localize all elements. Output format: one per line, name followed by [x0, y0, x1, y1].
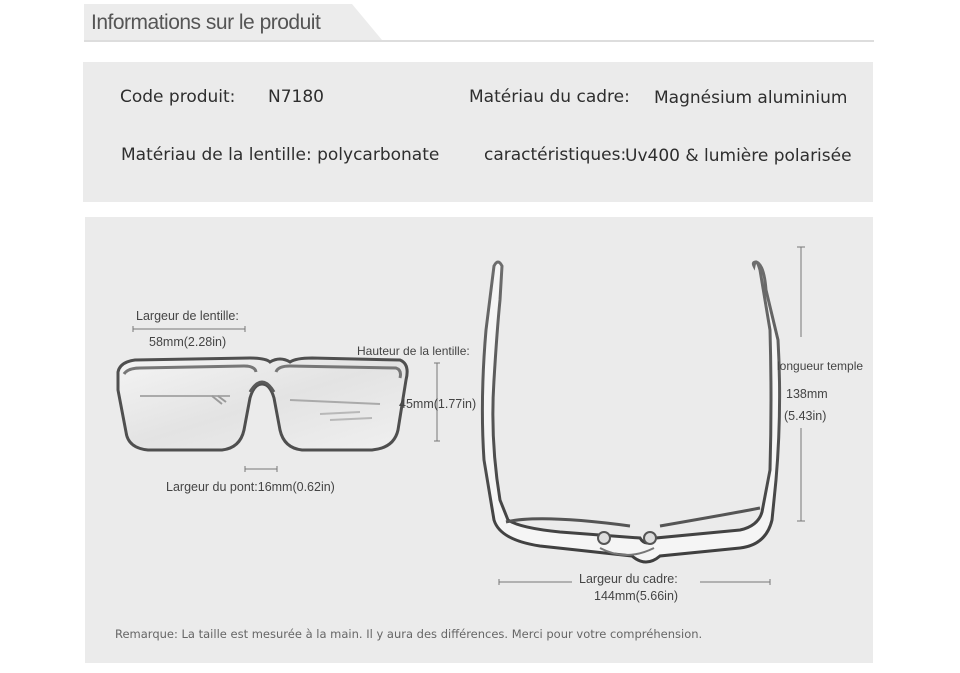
- code-label: Code produit:: [120, 87, 236, 107]
- top-view-glasses: [482, 262, 779, 562]
- features-value: Uv400 & lumière polarisée: [625, 146, 852, 166]
- temple-length-label: longueur temple: [777, 359, 864, 373]
- section-title: Informations sur le produit: [91, 11, 321, 34]
- lens-height-label: Hauteur de la lentille:: [357, 344, 470, 358]
- lens-width-arrow: [133, 326, 245, 332]
- code-value: N7180: [268, 87, 324, 107]
- lens-height-value: 45mm(1.77in): [399, 397, 477, 411]
- temple-length-arrow: [797, 247, 805, 521]
- lens-material-text: Matériau de la lentille: polycarbonate: [121, 145, 440, 165]
- frame-width-value: 144mm(5.66in): [594, 589, 679, 603]
- bridge-width-text: Largeur du pont:16mm(0.62in): [166, 480, 335, 494]
- measurement-note: Remarque: La taille est mesurée à la main. Il y aura des différences. Merci pour votre compréhension.: [115, 627, 703, 641]
- frame-material-label: Matériau du cadre:: [469, 87, 630, 107]
- features-label: caractéristiques:: [484, 145, 627, 165]
- bridge-width-arrow: [245, 466, 277, 472]
- temple-length-in: (5.43in): [784, 409, 827, 423]
- lens-width-label: Largeur de lentille:: [136, 309, 239, 323]
- front-view-glasses: [118, 358, 407, 450]
- lens-width-value: 58mm(2.28in): [149, 335, 227, 349]
- temple-length-mm: 138mm: [786, 387, 828, 401]
- frame-width-label: Largeur du cadre:: [579, 572, 678, 586]
- frame-material-value: Magnésium aluminium: [654, 88, 848, 108]
